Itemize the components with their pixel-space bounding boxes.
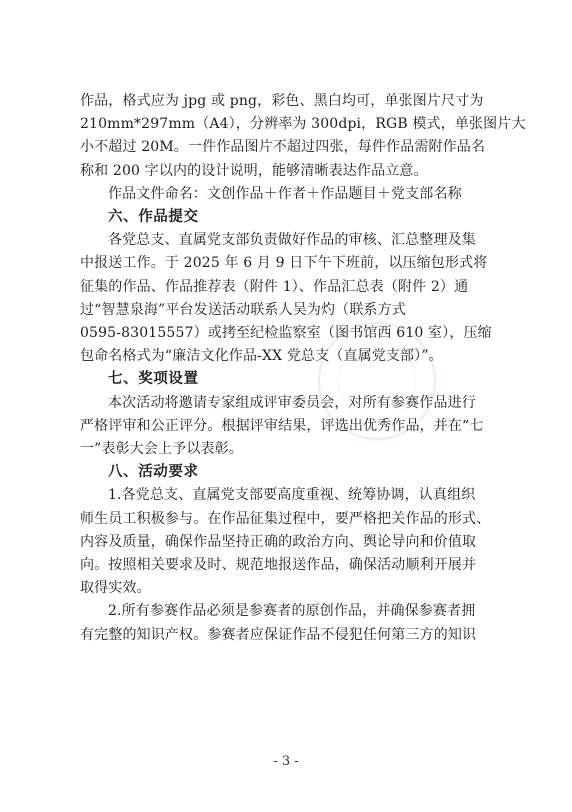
file-naming-line: 作品文件命名：文创作品＋作者＋作品题目＋党支部名称 — [108, 185, 462, 202]
paragraph-line: 过“智慧泉海”平台发送活动联系人吴为灼（联系方式 — [80, 301, 406, 318]
paragraph-line: 取得实效。 — [80, 580, 151, 597]
section-heading-awards: 七、奖项设置 — [108, 371, 199, 388]
paragraph-line: 中报送工作。于 2025 年 6 月 9 日下午下班前，以压缩包形式将 — [80, 255, 488, 272]
paragraph-line: 1.各党总支、直属党支部要高度重视、统筹协调，认真组织 — [108, 487, 476, 504]
paragraph-line: 一”表彰大会上予以表彰。 — [80, 441, 243, 458]
paragraph-line: 210mm*297mm（A4），分辨率为 300dpi，RGB 模式，单张图片大 — [80, 116, 526, 133]
paragraph-format — [80, 90, 526, 183]
paragraph-requirement-2 — [80, 600, 510, 646]
paragraph-line: 有完整的知识产权。参赛者应保证作品不侵犯任何第三方的知识 — [80, 626, 477, 643]
paragraph-line: 征集的作品、作品推荐表（附件 1）、作品汇总表（附件 2）通 — [80, 278, 469, 295]
paragraph-line: 内容及质量，确保作品坚持正确的政治方向、舆论导向和价值取 — [80, 533, 477, 550]
paragraph-line: 向。按照相关要求及时、规范地报送作品，确保活动顺利开展并 — [80, 557, 477, 574]
paragraph-line: 2.所有参赛作品必须是参赛者的原创作品，并确保参赛者拥 — [108, 603, 476, 620]
page-number: - 3 - — [273, 754, 299, 769]
paragraph-line: 0595-83015557）或拷至纪检监察室（图书馆西 610 室），压缩 — [80, 325, 492, 342]
paragraph-line: 本次活动将邀请专家组成评审委员会，对所有参赛作品进行 — [108, 394, 476, 411]
document-body — [80, 90, 526, 647]
paragraph-line: 小不超过 20M。一件作品图片不超过四张，每件作品需附作品名 — [80, 139, 486, 156]
section-heading-requirements: 八、活动要求 — [108, 464, 199, 481]
section-heading-submission: 六、作品提交 — [108, 209, 199, 226]
paragraph-line: 各党总支、直属党支部负责做好作品的审核、汇总整理及集 — [108, 232, 476, 249]
paragraph-line: 称和 200 字以内的设计说明，能够清晰表达作品立意。 — [80, 162, 428, 179]
paragraph-line: 师生员工积极参与。在作品征集过程中，要严格把关作品的形式、 — [80, 510, 491, 527]
paragraph-line: 作品，格式应为 jpg 或 png，彩色、黑白均可，单张图片尺寸为 — [80, 93, 484, 109]
paragraph-awards — [80, 392, 510, 462]
paragraph-submission — [80, 229, 510, 368]
paragraph-line: 包命名格式为“廉洁文化作品-XX 党总支（直属党支部）”。 — [80, 348, 443, 365]
paragraph-requirement-1 — [80, 484, 510, 600]
paragraph-line: 严格评审和公正评分。根据评审结果，评选出优秀作品，并在“七 — [80, 417, 484, 434]
